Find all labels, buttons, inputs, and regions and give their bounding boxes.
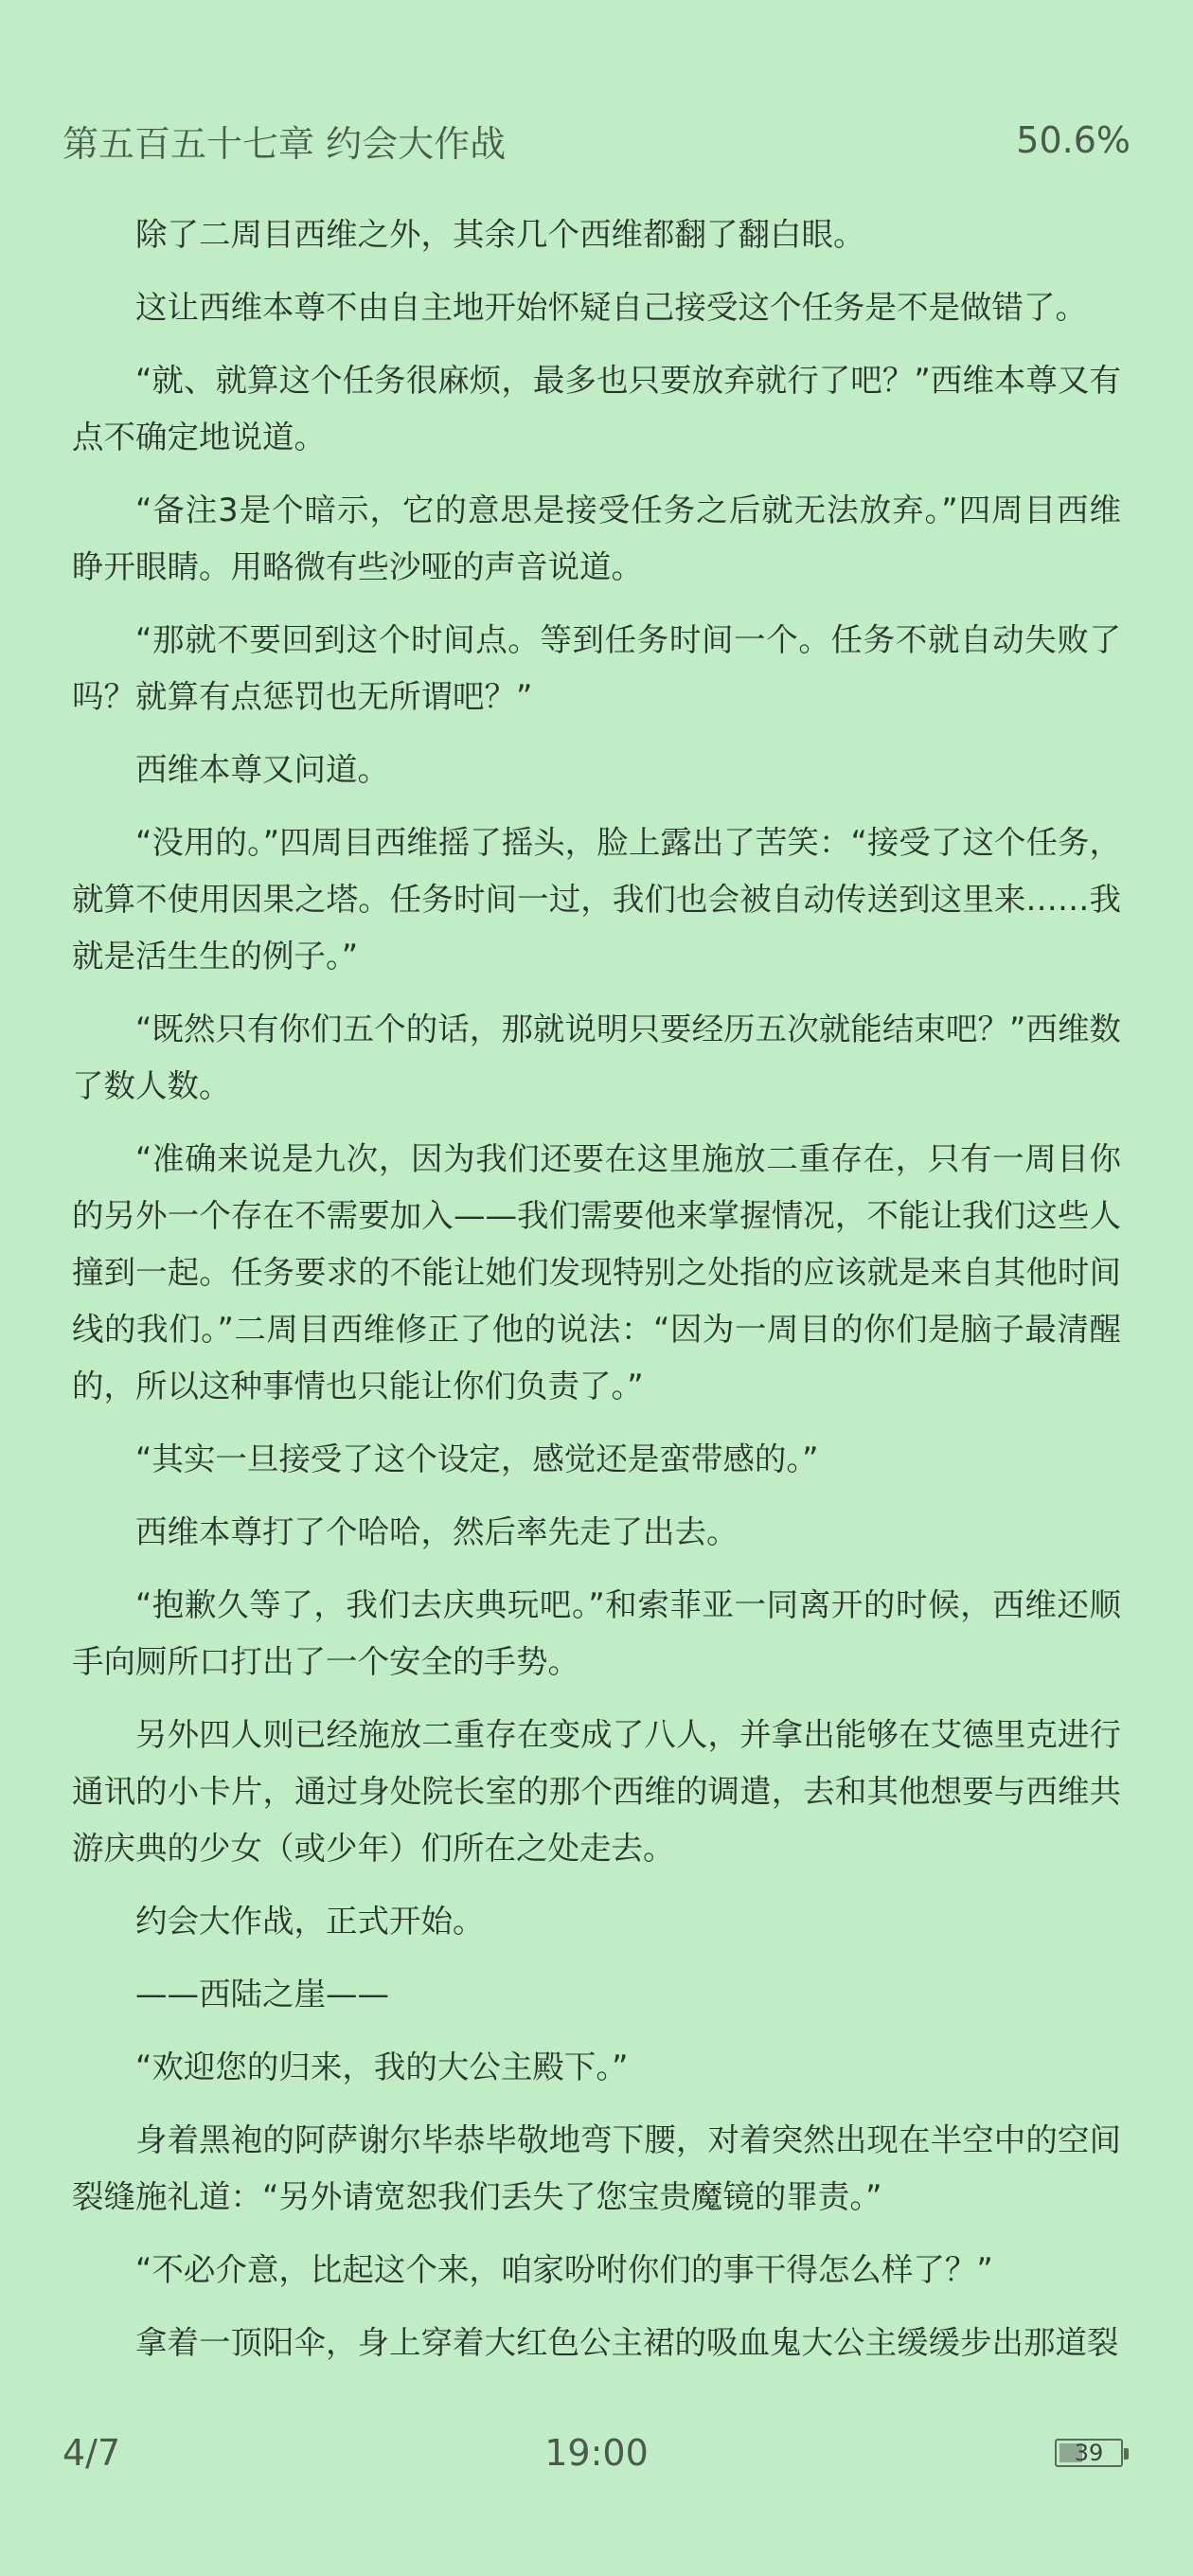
paragraph: “没用的。”四周目西维摇了摇头，脸上露出了苦笑：“接受了这个任务，就算不使用因果之塔。任务时间一过，我们也会被自动传送到这里来……我就是活生生的例子。” <box>72 824 1121 975</box>
paragraph: 约会大作战，正式开始。 <box>135 1903 485 1940</box>
paragraph: “就、就算这个任务很麻烦，最多也只要放弃就行了吧？”西维本尊又有点不确定地说道。 <box>72 362 1121 456</box>
paragraph: 西维本尊又问道。 <box>135 751 389 788</box>
page-indicator: 4/7 <box>62 2432 121 2474</box>
battery-tip <box>1124 2448 1129 2460</box>
paragraph: 拿着一顶阳伞，身上穿着大红色公主裙的吸血鬼大公主缓缓步出那道裂 <box>135 2324 1119 2361</box>
paragraph: “欢迎您的归来，我的大公主殿下。” <box>135 2048 629 2085</box>
battery-level: 39 <box>1074 2440 1104 2466</box>
paragraph: 这让西维本尊不由自主地开始怀疑自己接受这个任务是不是做错了。 <box>135 289 1087 326</box>
paragraph: 另外四人则已经施放二重存在变成了八人，并拿出能够在艾德里克进行通讯的小卡片，通过身处院长室的那个西维的调遣，去和其他想要与西维共游庆典的少女（或少年）们所在之处走去。 <box>72 1716 1121 1867</box>
paragraph: ——西陆之崖—— <box>135 1976 389 2012</box>
chapter-title: 第五百五十七章 约会大作战 <box>62 122 507 165</box>
paragraph: 身着黑袍的阿萨谢尔毕恭毕敬地弯下腰，对着突然出现在半空中的空间裂缝施礼道：“另外请宽恕我们丢失了您宝贵魔镜的罪责。” <box>72 2121 1121 2215</box>
paragraph: “不必介意，比起这个来，咱家吩咐你们的事干得怎么样了？” <box>135 2251 993 2288</box>
battery-icon <box>1055 2439 1123 2467</box>
paragraph: 西维本尊打了个哈哈，然后率先走了出去。 <box>135 1513 739 1550</box>
clock: 19:00 <box>544 2432 649 2474</box>
paragraph: “既然只有你们五个的话，那就说明只要经历五次就能结束吧？”西维数了数人数。 <box>72 1011 1121 1104</box>
chapter-text[interactable] <box>72 206 1121 2388</box>
reader-header <box>62 112 1131 169</box>
reading-progress: 50.6% <box>1016 119 1131 161</box>
paragraph: “备注3是个暗示，它的意思是接受任务之后就无法放弃。”四周目西维睁开眼睛。用略微有些沙哑的声音说道。 <box>72 492 1121 585</box>
paragraph: “其实一旦接受了这个设定，感觉还是蛮带感的。” <box>135 1440 819 1477</box>
paragraph: 除了二周目西维之外，其余几个西维都翻了翻白眼。 <box>135 216 865 253</box>
reader-footer <box>62 2424 1131 2481</box>
paragraph: “准确来说是九次，因为我们还要在这里施放二重存在，只有一周目你的另外一个存在不需要加入——我们需要他来掌握情况，不能让我们这些人撞到一起。任务要求的不能让她们发现特别之处指的应该就是来自其他时间线的我们。”二周目西维修正了他的说法：“因为一周目的你们是脑子最清醒的，所以这种事情也只能让你们负责了。” <box>72 1140 1121 1404</box>
paragraph: “抱歉久等了，我们去庆典玩吧。”和索菲亚一同离开的时候，西维还顺手向厕所口打出了一个安全的手势。 <box>72 1586 1121 1680</box>
paragraph: “那就不要回到这个时间点。等到任务时间一个。任务不就自动失败了吗？就算有点惩罚也无所谓吧？” <box>72 621 1121 715</box>
